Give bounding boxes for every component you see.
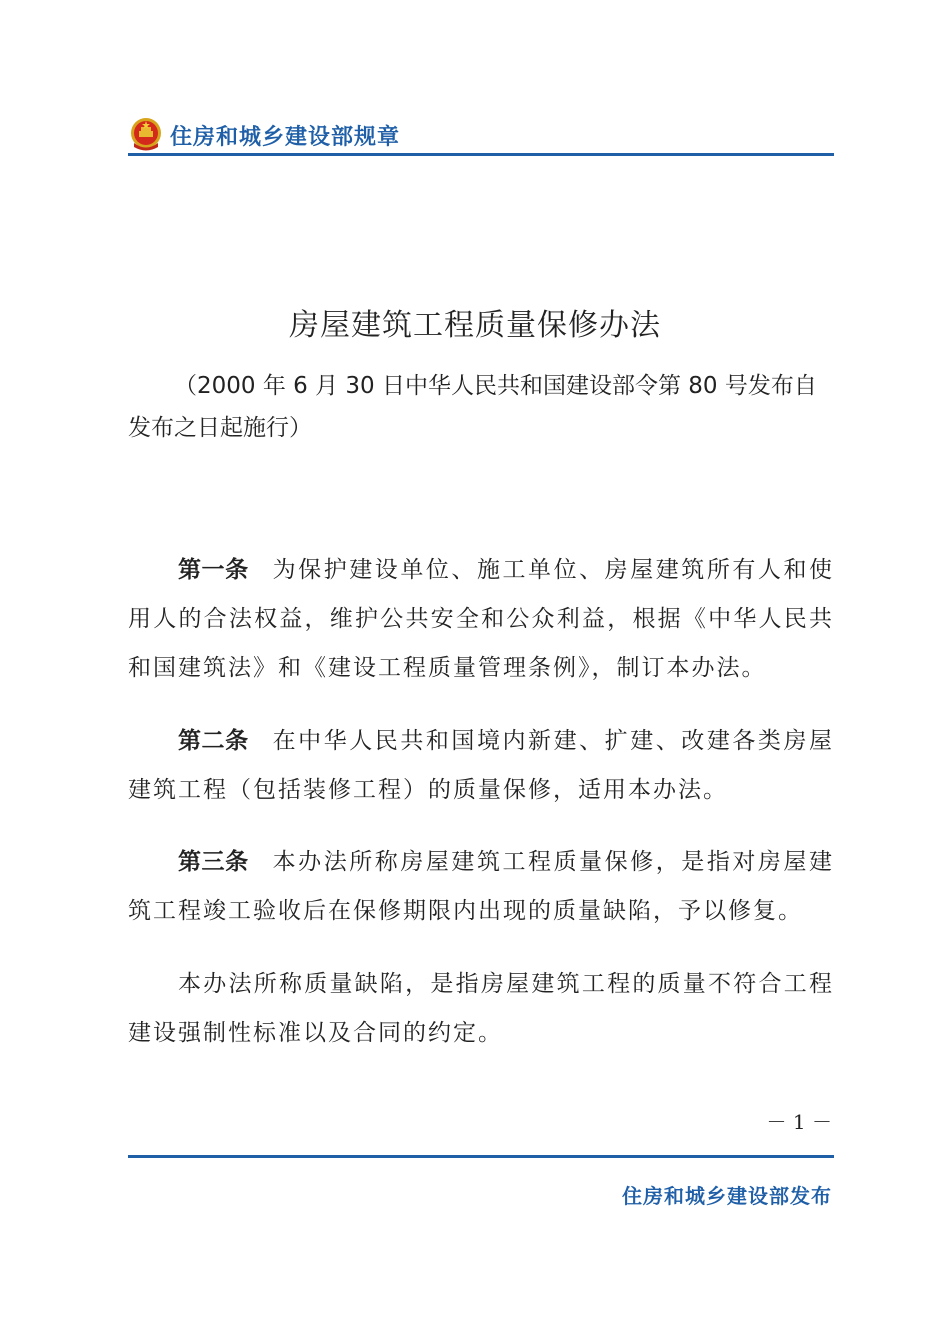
article-label: 第二条 xyxy=(178,728,249,754)
article-text: 本办法所称房屋建筑工程质量保修，是指对房屋建筑工程竣工验收后在保修期限内出现的质量缺陷，予以修复。 xyxy=(128,849,834,924)
article-text: 为保护建设单位、施工单位、房屋建筑所有人和使用人的合法权益，维护公共安全和公众利益，根据《中华人民共和国建筑法》和《建设工程质量管理条例》，制订本办法。 xyxy=(128,557,834,681)
document-subtitle: （2000 年 6 月 30 日中华人民共和国建设部令第 80 号发布自发布之日起施行） xyxy=(128,373,817,441)
article-2 xyxy=(128,717,834,815)
article-3 xyxy=(128,838,834,936)
header-title: 住房和城乡建设部规章 xyxy=(170,125,401,150)
header-divider xyxy=(128,153,834,156)
national-emblem-icon xyxy=(128,116,164,152)
footer-divider xyxy=(128,1155,834,1158)
article-label: 第一条 xyxy=(178,557,249,583)
footer-publisher: 住房和城乡建设部发布 xyxy=(622,1184,832,1208)
article-text: 本办法所称质量缺陷，是指房屋建筑工程的质量不符合工程建设强制性标准以及合同的约定。 xyxy=(128,971,834,1046)
page-header xyxy=(128,116,834,156)
document-title: 房屋建筑工程质量保修办法 xyxy=(289,308,661,343)
article-3-paragraph-2 xyxy=(128,960,834,1058)
article-text: 在中华人民共和国境内新建、扩建、改建各类房屋建筑工程（包括装修工程）的质量保修，适用本办法。 xyxy=(128,728,834,803)
article-1 xyxy=(128,546,834,693)
page-number: － 1 － xyxy=(766,1110,832,1134)
article-label: 第三条 xyxy=(178,849,249,875)
